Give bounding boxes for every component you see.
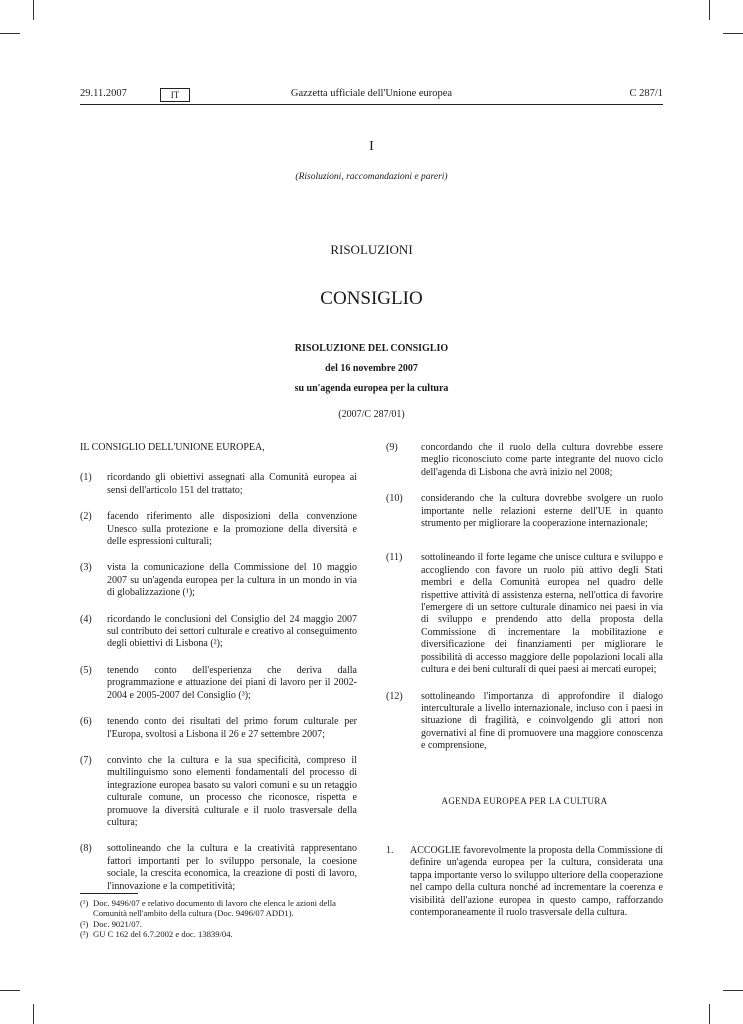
recital: (8) sottolineando che la cultura e la creatività rappresentano fattori importanti per lo sviluppo personale, la coesione sociale, la crescita economica, la creazione di posti di lavoro, l'innovazione e la competitività;: [80, 843, 357, 892]
footnotes: [80, 898, 365, 940]
right-column: [386, 442, 663, 933]
left-column: [80, 442, 357, 907]
footnote: (³) GU C 162 del 6.7.2002 e doc. 13839/04.: [80, 929, 233, 940]
crop-mark: [0, 990, 20, 991]
recital: (5) tenendo conto dell'esperienza che deriva dalla programmazione e attuazione dei piani di lavoro per il 2002-2004 e 2005-2007 del Consiglio (³);: [80, 664, 357, 701]
header-date: 29.11.2007: [80, 88, 127, 99]
crop-mark: [33, 1004, 34, 1024]
recital: (6) tenendo conto dei risultati del primo forum culturale per l'Europa, svoltosi a Lisbona il 26 e 27 settembre 2007;: [80, 716, 357, 740]
recital: (3) vista la comunicazione della Commissione del 10 maggio 2007 su un'agenda europea per la cultura in un mondo in via di globalizzazione (¹);: [80, 562, 357, 599]
journal-title: Gazzetta ufficiale dell'Unione europea: [290, 88, 453, 99]
agenda-title: AGENDA EUROPEA PER LA CULTURA: [441, 795, 608, 806]
footnote-rule: [80, 893, 138, 894]
institution-title: CONSIGLIO: [320, 288, 423, 309]
operative-point: 1. ACCOGLIE favorevolmente la proposta della Commissione di definire un'agenda europea per la cultura, considerata una tappa importante verso lo sviluppo ulteriore della cooperazione nel campo della cultura nonché ad incrementare la coerenza e visibilità dell'azione europea in questo campo, rafforzando contemporaneamente il ruolo trasversale della cultura.: [386, 844, 663, 918]
crop-mark: [723, 33, 743, 34]
recital: (4) ricordando le conclusioni del Consiglio del 24 maggio 2007 sul contributo dei settori culturale e creativo al conseguimento degli obiettivi di Lisbona (²);: [80, 613, 357, 650]
recital: (2) facendo riferimento alle disposizioni della convenzione Unesco sulla protezione e la promozione della diversità e delle espressioni culturali;: [80, 511, 357, 548]
crop-mark: [33, 0, 34, 20]
crop-mark: [709, 1004, 710, 1024]
recital: (10) considerando che la cultura dovrebbe svolgere un ruolo importante nelle relazioni esterne dell'UE in quanto strumento per migliorare la cooperazione internazionale;: [386, 493, 663, 530]
recital: (9) concordando che il ruolo della cultura dovrebbe essere meglio riconosciuto come parte integrante del nuovo ciclo dell'agenda di Lisbona che avrà inizio nel 2008;: [386, 442, 663, 478]
crop-mark: [709, 0, 710, 20]
series-subtitle: (Risoluzioni, raccomandazioni e pareri): [295, 172, 448, 182]
recital: (7) convinto che la cultura e la sua specificità, compreso il multilinguismo sono elementi fondamentali del processo di integrazione europea basato su valori comuni e su un retaggio culturale comune, un processo che riconosce, rispetta e promuove la diversità culturale e il ruolo trasversale della cultura;: [80, 754, 357, 828]
footnote: (¹) Doc. 9496/07 e relativo documento di lavoro che elenca le azioni della Comunità nell'ambito della cultura (Doc. 9496/07 ADD1).: [80, 898, 336, 919]
page-reference: C 287/1: [629, 88, 663, 99]
document-reference: (2007/C 287/01): [338, 409, 405, 420]
resolution-subject: su un'agenda europea per la cultura: [294, 383, 449, 394]
header-rule: [80, 104, 663, 105]
recital: (12) sottolineando l'importanza di approfondire il dialogo interculturale a livello internazionale, incluso con i paesi in situazione di fragilità, e coinvolgendo gli attori non governativi al fine di promuovere una maggiore conoscenza e comprensione,: [386, 690, 663, 752]
recital: (11) sottolineando il forte legame che unisce cultura e sviluppo e accogliendo con favore un ruolo più attivo degli Stati membri e della Comunità europea nel quadro delle rispettive attività di assistenza esterna, nell'ottica di favorire l'emergere di un settore culturale dinamico nei paesi in via di sviluppo e prendendo atto della proposta della Commissione di incrementare la mobilitazione e diversificazione dei finanziamenti per migliorare le possibilità di accesso maggiore delle popolazioni locali alla cultura e dei beni culturali di quei paesi ai mercati europei;: [386, 552, 663, 676]
footnote: (²) Doc. 9021/07.: [80, 918, 142, 929]
crop-mark: [723, 990, 743, 991]
point-keyword: ACCOGLIE: [410, 844, 461, 856]
series-number: I: [369, 139, 374, 154]
resolution-title: RISOLUZIONE DEL CONSIGLIO: [294, 343, 449, 354]
preamble: IL CONSIGLIO DELL'UNIONE EUROPEA,: [80, 442, 265, 453]
recital: (1) ricordando gli obiettivi assegnati alla Comunità europea ai sensi dell'articolo 151 del trattato;: [80, 472, 357, 496]
crop-mark: [0, 33, 20, 34]
section-title: RISOLUZIONI: [330, 242, 413, 257]
language-badge: IT: [160, 88, 190, 102]
resolution-date: del 16 novembre 2007: [325, 363, 418, 374]
